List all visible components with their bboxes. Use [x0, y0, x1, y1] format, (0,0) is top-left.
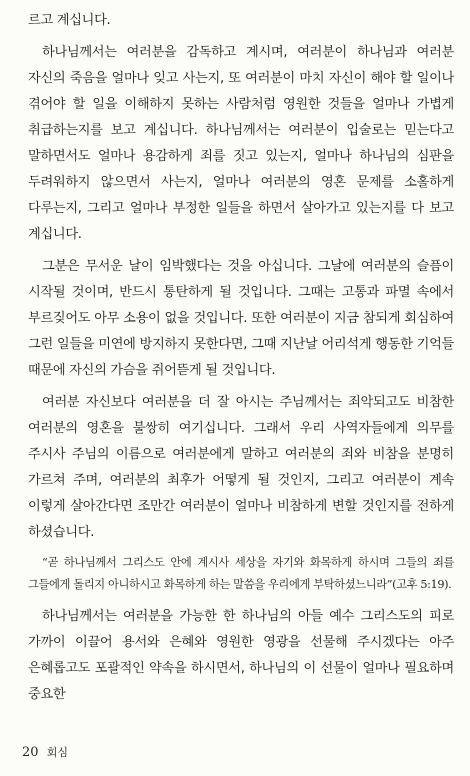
book-title: 회심 [46, 746, 68, 759]
scripture-quote: “곧 하나님께서 그리스도 안에 계시사 세상을 자기와 화목하게 하시며 그들의 죄를 그들에게 돌리지 아니하시고 화목하게 하는 말씀을 우리에게 부탁하셨느니라”(고후 5:19). [28, 556, 454, 591]
paragraph-1: 하나님께서는 여러분을 감독하고 계시며, 여러분이 하나님과 여러분 자신의 죽음을 얼마나 잊고 사는지, 또 여러분이 마치 자신이 해야 할 일이나 겪어야 할 일을 이해하지 못하는 사람처럼 영원한 것들을 얼마나 가볍게 취급하는지를 보고 계십니다. 하나님께서는 여러분이 입술로는 믿는다고 말하면서도 얼마나 용감하게 죄를 짓고 있는지, 얼마나 하나님의 심판을 두려워하지 않으면서 사는지, 얼마나 여러분의 영혼 문제를 소홀하게 다루는지, 그리고 얼마나 부정한 일들을 하면서 살아가고 있는지를 다 보고 계십니다. [28, 45, 454, 242]
paragraph-2: 그분은 무서운 날이 임박했다는 것을 아십니다. 그날에 여러분의 슬픔이 시작될 것이며, 반드시 통탄하게 될 것입니다. 그때는 고통과 파멸 속에서 부르짖어도 아무 소용이 없을 것입니다. 또한 여러분이 지금 참되게 회심하여 그런 일들을 미연에 방지하지 못한다면, 그때 지난날 어리석게 행동한 기억들 때문에 자신의 가슴을 쥐어뜯게 될 것입니다. [28, 259, 454, 378]
paragraph-continuation: 르고 계십니다. [28, 13, 111, 28]
page-number: 20 [22, 745, 39, 760]
page-footer [22, 744, 68, 760]
paragraph-3: 여러분 자신보다 여러분을 더 잘 아시는 주님께서는 죄악되고도 비참한 여러분의 영혼을 불쌍히 여기십니다. 그래서 우리 사역자들에게 의무를 주시사 주님의 이름으로 여러분에게 말하고 여러분의 죄와 비참을 분명히 가르쳐 주며, 여러분의 최후가 어떻게 될 것인지, 그리고 여러분이 계속 이렇게 살아간다면 조만간 여러분이 얼마나 비참하게 변할 것인지를 전하게 하셨습니다. [28, 395, 454, 540]
paragraph-4: 하나님께서는 여러분을 가능한 한 하나님의 아들 예수 그리스도의 피로 가까이 이끌어 용서와 은혜와 영원한 영광을 선물해 주시겠다는 아주 은혜롭고도 포괄적인 약속을 하시면서, 하나님의 이 선물이 얼마나 필요하며 중요한 [28, 609, 454, 702]
